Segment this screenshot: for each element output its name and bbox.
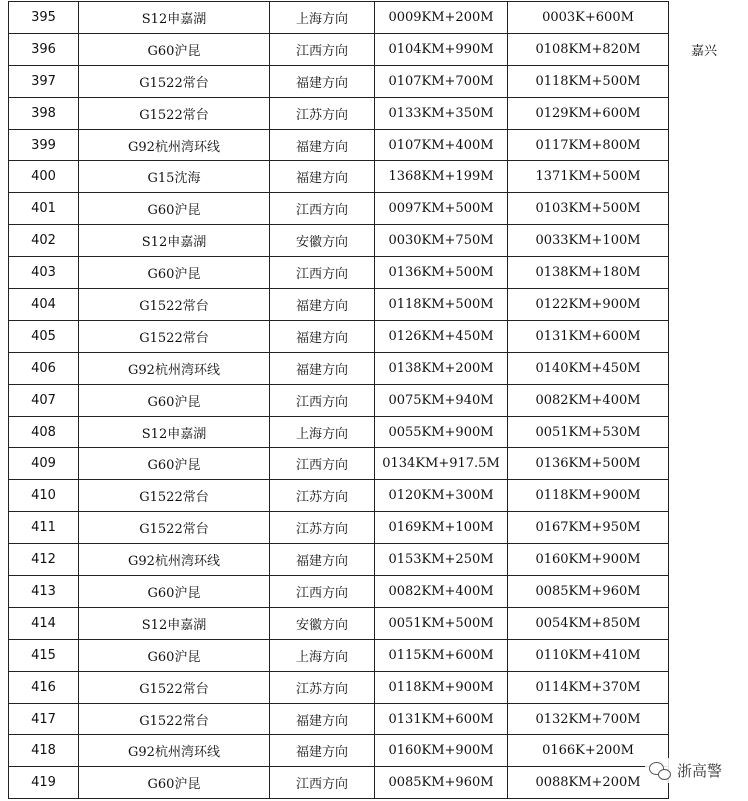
wechat-watermark [645,758,726,783]
end-stake-cell: 0136KM+500M [508,448,669,480]
highway-section-table [8,1,739,799]
side-column-cell [669,65,740,97]
table-row [9,735,740,767]
row-number-cell: 419 [9,767,79,799]
road-name-cell: G92杭州湾环线 [79,735,270,767]
direction-cell: 江苏方向 [270,480,375,512]
side-column-cell [669,352,740,384]
road-name-cell: G60沪昆 [79,257,270,289]
start-stake-cell: 0160KM+900M [375,735,508,767]
side-column-cell [669,576,740,608]
end-stake-cell: 0103KM+500M [508,193,669,225]
table-row [9,512,740,544]
start-stake-cell: 0055KM+900M [375,416,508,448]
table-body [9,2,740,799]
table-row [9,225,740,257]
direction-cell: 福建方向 [270,161,375,193]
end-stake-cell: 0088KM+200M [508,767,669,799]
start-stake-cell: 0169KM+100M [375,512,508,544]
road-name-cell: S12申嘉湖 [79,416,270,448]
side-column-cell [669,544,740,576]
table-row [9,416,740,448]
start-stake-cell: 0085KM+960M [375,767,508,799]
start-stake-cell: 0133KM+350M [375,97,508,129]
direction-cell: 江西方向 [270,767,375,799]
end-stake-cell: 0051KM+530M [508,416,669,448]
watermark-text: 浙高警 [676,762,722,780]
end-stake-cell: 0085KM+960M [508,576,669,608]
side-column-cell [669,607,740,639]
end-stake-cell: 0082KM+400M [508,384,669,416]
row-number-cell: 413 [9,576,79,608]
end-stake-cell: 0108KM+820M [508,33,669,65]
start-stake-cell: 0118KM+500M [375,289,508,321]
side-column-cell [669,289,740,321]
start-stake-cell: 0030KM+750M [375,225,508,257]
start-stake-cell: 0115KM+600M [375,639,508,671]
side-column-cell [669,320,740,352]
direction-cell: 江苏方向 [270,97,375,129]
road-name-cell: G1522常台 [79,671,270,703]
end-stake-cell: 0129KM+600M [508,97,669,129]
start-stake-cell: 1368KM+199M [375,161,508,193]
end-stake-cell: 0166K+200M [508,735,669,767]
road-name-cell: S12申嘉湖 [79,2,270,34]
table-row [9,352,740,384]
road-name-cell: G60沪昆 [79,193,270,225]
row-number-cell: 398 [9,97,79,129]
side-column-cell [669,639,740,671]
side-column-cell [669,448,740,480]
table-row [9,480,740,512]
direction-cell: 江西方向 [270,257,375,289]
road-name-cell: S12申嘉湖 [79,607,270,639]
road-name-cell: G1522常台 [79,512,270,544]
side-column-cell [669,97,740,129]
direction-cell: 江西方向 [270,33,375,65]
road-name-cell: G1522常台 [79,289,270,321]
start-stake-cell: 0051KM+500M [375,607,508,639]
end-stake-cell: 0140KM+450M [508,352,669,384]
table-row [9,384,740,416]
direction-cell: 江西方向 [270,384,375,416]
road-name-cell: G60沪昆 [79,384,270,416]
table-row [9,607,740,639]
side-column-cell [669,512,740,544]
table-row [9,2,740,34]
row-number-cell: 410 [9,480,79,512]
start-stake-cell: 0153KM+250M [375,544,508,576]
start-stake-cell: 0104KM+990M [375,33,508,65]
row-number-cell: 417 [9,703,79,735]
road-name-cell: S12申嘉湖 [79,225,270,257]
direction-cell: 福建方向 [270,320,375,352]
road-name-cell: G92杭州湾环线 [79,129,270,161]
row-number-cell: 396 [9,33,79,65]
road-name-cell: G1522常台 [79,320,270,352]
start-stake-cell: 0082KM+400M [375,576,508,608]
road-name-cell: G1522常台 [79,97,270,129]
start-stake-cell: 0118KM+900M [375,671,508,703]
end-stake-cell: 0054KM+850M [508,607,669,639]
row-number-cell: 405 [9,320,79,352]
direction-cell: 上海方向 [270,2,375,34]
table-row [9,289,740,321]
start-stake-cell: 0075KM+940M [375,384,508,416]
row-number-cell: 401 [9,193,79,225]
table-row [9,576,740,608]
direction-cell: 上海方向 [270,416,375,448]
row-number-cell: 411 [9,512,79,544]
side-column-cell [669,703,740,735]
row-number-cell: 403 [9,257,79,289]
road-name-cell: G60沪昆 [79,639,270,671]
row-number-cell: 404 [9,289,79,321]
direction-cell: 福建方向 [270,129,375,161]
end-stake-cell: 0131KM+600M [508,320,669,352]
road-name-cell: G60沪昆 [79,448,270,480]
direction-cell: 上海方向 [270,639,375,671]
row-number-cell: 415 [9,639,79,671]
side-column-cell [669,480,740,512]
start-stake-cell: 0120KM+300M [375,480,508,512]
row-number-cell: 412 [9,544,79,576]
side-column-cell [669,671,740,703]
table-row [9,639,740,671]
row-number-cell: 395 [9,2,79,34]
city-label: 嘉兴 [669,33,740,65]
table-row [9,767,740,799]
row-number-cell: 409 [9,448,79,480]
end-stake-cell: 0167KM+950M [508,512,669,544]
row-number-cell: 406 [9,352,79,384]
table-row [9,703,740,735]
row-number-cell: 414 [9,607,79,639]
end-stake-cell: 0033KM+100M [508,225,669,257]
start-stake-cell: 0126KM+450M [375,320,508,352]
table-row [9,257,740,289]
road-name-cell: G1522常台 [79,480,270,512]
end-stake-cell: 0118KM+500M [508,65,669,97]
end-stake-cell: 0110KM+410M [508,639,669,671]
side-column-cell [669,416,740,448]
direction-cell: 江西方向 [270,576,375,608]
start-stake-cell: 0107KM+700M [375,65,508,97]
road-name-cell: G1522常台 [79,703,270,735]
road-name-cell: G60沪昆 [79,576,270,608]
road-name-cell: G60沪昆 [79,767,270,799]
table-row [9,544,740,576]
road-name-cell: G92杭州湾环线 [79,352,270,384]
direction-cell: 福建方向 [270,735,375,767]
direction-cell: 福建方向 [270,65,375,97]
row-number-cell: 407 [9,384,79,416]
table-row [9,193,740,225]
side-column-cell [669,129,740,161]
row-number-cell: 416 [9,671,79,703]
table-row [9,161,740,193]
direction-cell: 福建方向 [270,544,375,576]
direction-cell: 江苏方向 [270,671,375,703]
table-row [9,97,740,129]
direction-cell: 江西方向 [270,193,375,225]
road-name-cell: G1522常台 [79,65,270,97]
row-number-cell: 408 [9,416,79,448]
end-stake-cell: 0132KM+700M [508,703,669,735]
direction-cell: 江西方向 [270,448,375,480]
table-row [9,448,740,480]
side-column-cell [669,2,740,34]
direction-cell: 安徽方向 [270,607,375,639]
row-number-cell: 402 [9,225,79,257]
side-column-cell [669,257,740,289]
end-stake-cell: 0118KM+900M [508,480,669,512]
side-column-cell [669,384,740,416]
end-stake-cell: 1371KM+500M [508,161,669,193]
row-number-cell: 397 [9,65,79,97]
direction-cell: 江苏方向 [270,512,375,544]
direction-cell: 福建方向 [270,289,375,321]
road-name-cell: G92杭州湾环线 [79,544,270,576]
start-stake-cell: 0138KM+200M [375,352,508,384]
direction-cell: 安徽方向 [270,225,375,257]
start-stake-cell: 0107KM+400M [375,129,508,161]
table-row [9,65,740,97]
table-row [9,671,740,703]
side-column-cell [669,193,740,225]
end-stake-cell: 0114KM+370M [508,671,669,703]
table-row [9,320,740,352]
table-row [9,33,740,65]
start-stake-cell: 0136KM+500M [375,257,508,289]
table-row [9,129,740,161]
wechat-icon [649,762,671,780]
side-column-cell [669,225,740,257]
end-stake-cell: 0138KM+180M [508,257,669,289]
start-stake-cell: 0097KM+500M [375,193,508,225]
end-stake-cell: 0117KM+800M [508,129,669,161]
road-name-cell: G15沈海 [79,161,270,193]
start-stake-cell: 0009KM+200M [375,2,508,34]
end-stake-cell: 0160KM+900M [508,544,669,576]
row-number-cell: 399 [9,129,79,161]
start-stake-cell: 0131KM+600M [375,703,508,735]
row-number-cell: 400 [9,161,79,193]
side-column-cell [669,161,740,193]
row-number-cell: 418 [9,735,79,767]
direction-cell: 福建方向 [270,703,375,735]
start-stake-cell: 0134KM+917.5M [375,448,508,480]
direction-cell: 福建方向 [270,352,375,384]
road-name-cell: G60沪昆 [79,33,270,65]
end-stake-cell: 0003K+600M [508,2,669,34]
end-stake-cell: 0122KM+900M [508,289,669,321]
